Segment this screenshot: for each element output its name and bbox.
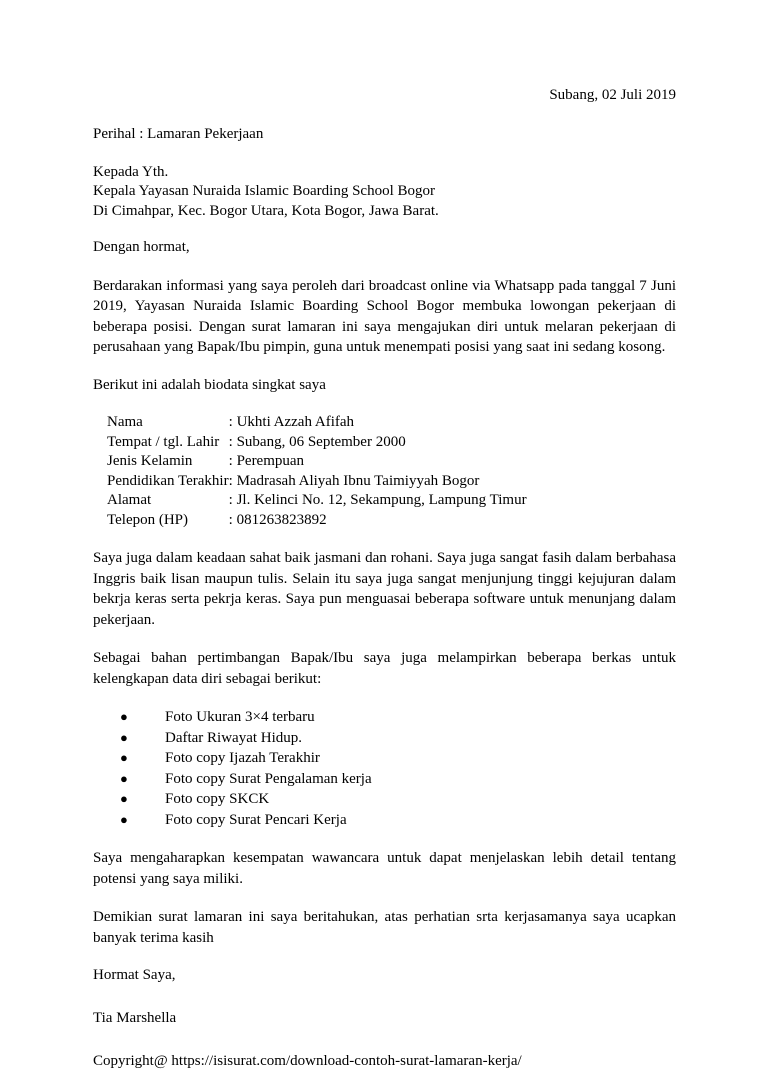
bullet-icon: ● xyxy=(120,750,128,765)
list-item xyxy=(120,789,676,810)
bullet-icon: ● xyxy=(120,811,128,827)
letter-body xyxy=(93,86,676,1072)
biodata-separator: : xyxy=(228,414,233,430)
closing-paragraph: Demikian surat lamaran ini saya beritahukan, atas perhatian srta kerjasamanya saya ucapkan banyak terima kasih xyxy=(93,909,676,946)
biodata-value: Perempuan xyxy=(236,453,305,469)
interview-paragraph: Saya mengaharapkan kesempatan wawancara untuk dapat menjelaskan lebih detail tentang potensi yang saya miliki. xyxy=(93,850,676,887)
biodata-value: Ukhti Azzah Afifah xyxy=(236,414,355,430)
list-item xyxy=(120,810,676,831)
list-item-label: Foto copy SKCK xyxy=(165,791,270,807)
biodata-label: Nama xyxy=(107,414,143,430)
recipient-line-1: Kepada Yth. xyxy=(93,163,169,180)
biodata-label: Alamat xyxy=(107,492,152,508)
recipient-block xyxy=(93,163,676,222)
bullet-icon: ● xyxy=(120,729,128,745)
biodata-separator: : xyxy=(228,453,233,469)
biodata-separator: : xyxy=(228,433,233,450)
list-item xyxy=(120,769,676,790)
biodata-value: Madrasah Aliyah Ibnu Taimiyyah Bogor xyxy=(236,472,480,489)
table-row xyxy=(107,472,527,492)
biodata-label: Tempat / tgl. Lahir xyxy=(107,433,220,450)
table-row xyxy=(107,491,527,511)
list-item-label: Daftar Riwayat Hidup. xyxy=(165,729,303,746)
list-item xyxy=(120,728,676,749)
table-row xyxy=(107,511,527,531)
biodata-table xyxy=(107,413,527,530)
biodata-intro: Berikut ini adalah biodata singkat saya xyxy=(93,376,326,393)
table-row xyxy=(107,413,527,433)
biodata-label: Jenis Kelamin xyxy=(107,453,193,469)
biodata-label: Telepon (HP) xyxy=(107,511,189,528)
biodata-value: 081263823892 xyxy=(236,511,327,528)
opening-paragraph: Berdarakan informasi yang saya peroleh dari broadcast online via Whatsapp pada tanggal 7 Juni 2019, Yayasan Nuraida Islamic Boarding School Bogor membuka lowongan pekerjaan di beberapa posisi. Dengan surat lamaran ini saya mengajukan diri untuk melaran pekerjaan di perusahaan yang Bapak/Ibu pimpin, guna untuk menempati posisi yang saat ini sedang kosong. xyxy=(93,277,676,355)
list-item-label: Foto copy Ijazah Terakhir xyxy=(165,750,320,766)
list-item-label: Foto Ukuran 3×4 terbaru xyxy=(165,709,315,725)
bullet-icon: ● xyxy=(120,791,128,806)
table-row xyxy=(107,452,527,472)
bullet-icon: ● xyxy=(120,770,128,786)
list-item xyxy=(120,707,676,728)
signer-name: Tia Marshella xyxy=(93,1009,177,1026)
date-line: Subang, 02 Juli 2019 xyxy=(549,87,676,103)
biodata-value: Jl. Kelinci No. 12, Sekampung, Lampung Timur xyxy=(236,492,527,508)
table-row xyxy=(107,433,527,453)
subject-line: Perihal : Lamaran Pekerjaan xyxy=(93,126,264,142)
list-item-label: Foto copy Surat Pencari Kerja xyxy=(165,811,347,828)
biodata-label: Pendidikan Terakhir xyxy=(107,472,229,489)
biodata-value: Subang, 06 September 2000 xyxy=(236,433,406,450)
recipient-line-3: Di Cimahpar, Kec. Bogor Utara, Kota Bogor, Jawa Barat. xyxy=(93,202,439,219)
list-item xyxy=(120,748,676,769)
salutation: Dengan hormat, xyxy=(93,239,190,255)
copyright-line: Copyright@ https://isisurat.com/download-contoh-surat-lamaran-kerja/ xyxy=(93,1053,522,1069)
attachments-list xyxy=(93,707,676,830)
biodata-separator: : xyxy=(228,472,233,489)
biodata-separator: : xyxy=(228,492,233,508)
recipient-line-2: Kepala Yayasan Nuraida Islamic Boarding School Bogor xyxy=(93,183,436,199)
qualification-paragraph: Saya juga dalam keadaan sahat baik jasmani dan rohani. Saya juga sangat fasih dalam berbahasa Inggris baik lisan maupun tulis. Selain itu saya juga sangat menjunjung tinggi kejujuran dalam bekrja keras serta pekrja keras. Saya pun menguasai beberapa software untuk menunjang dalam pekerjaan. xyxy=(93,550,676,628)
signoff-line: Hormat Saya, xyxy=(93,967,176,983)
list-item-label: Foto copy Surat Pengalaman kerja xyxy=(165,770,372,787)
biodata-separator: : xyxy=(228,511,233,528)
bullet-icon: ● xyxy=(120,709,128,724)
attachments-intro-paragraph: Sebagai bahan pertimbangan Bapak/Ibu saya juga melampirkan beberapa berkas untuk kelengkapan data diri sebagai berikut: xyxy=(93,650,676,687)
